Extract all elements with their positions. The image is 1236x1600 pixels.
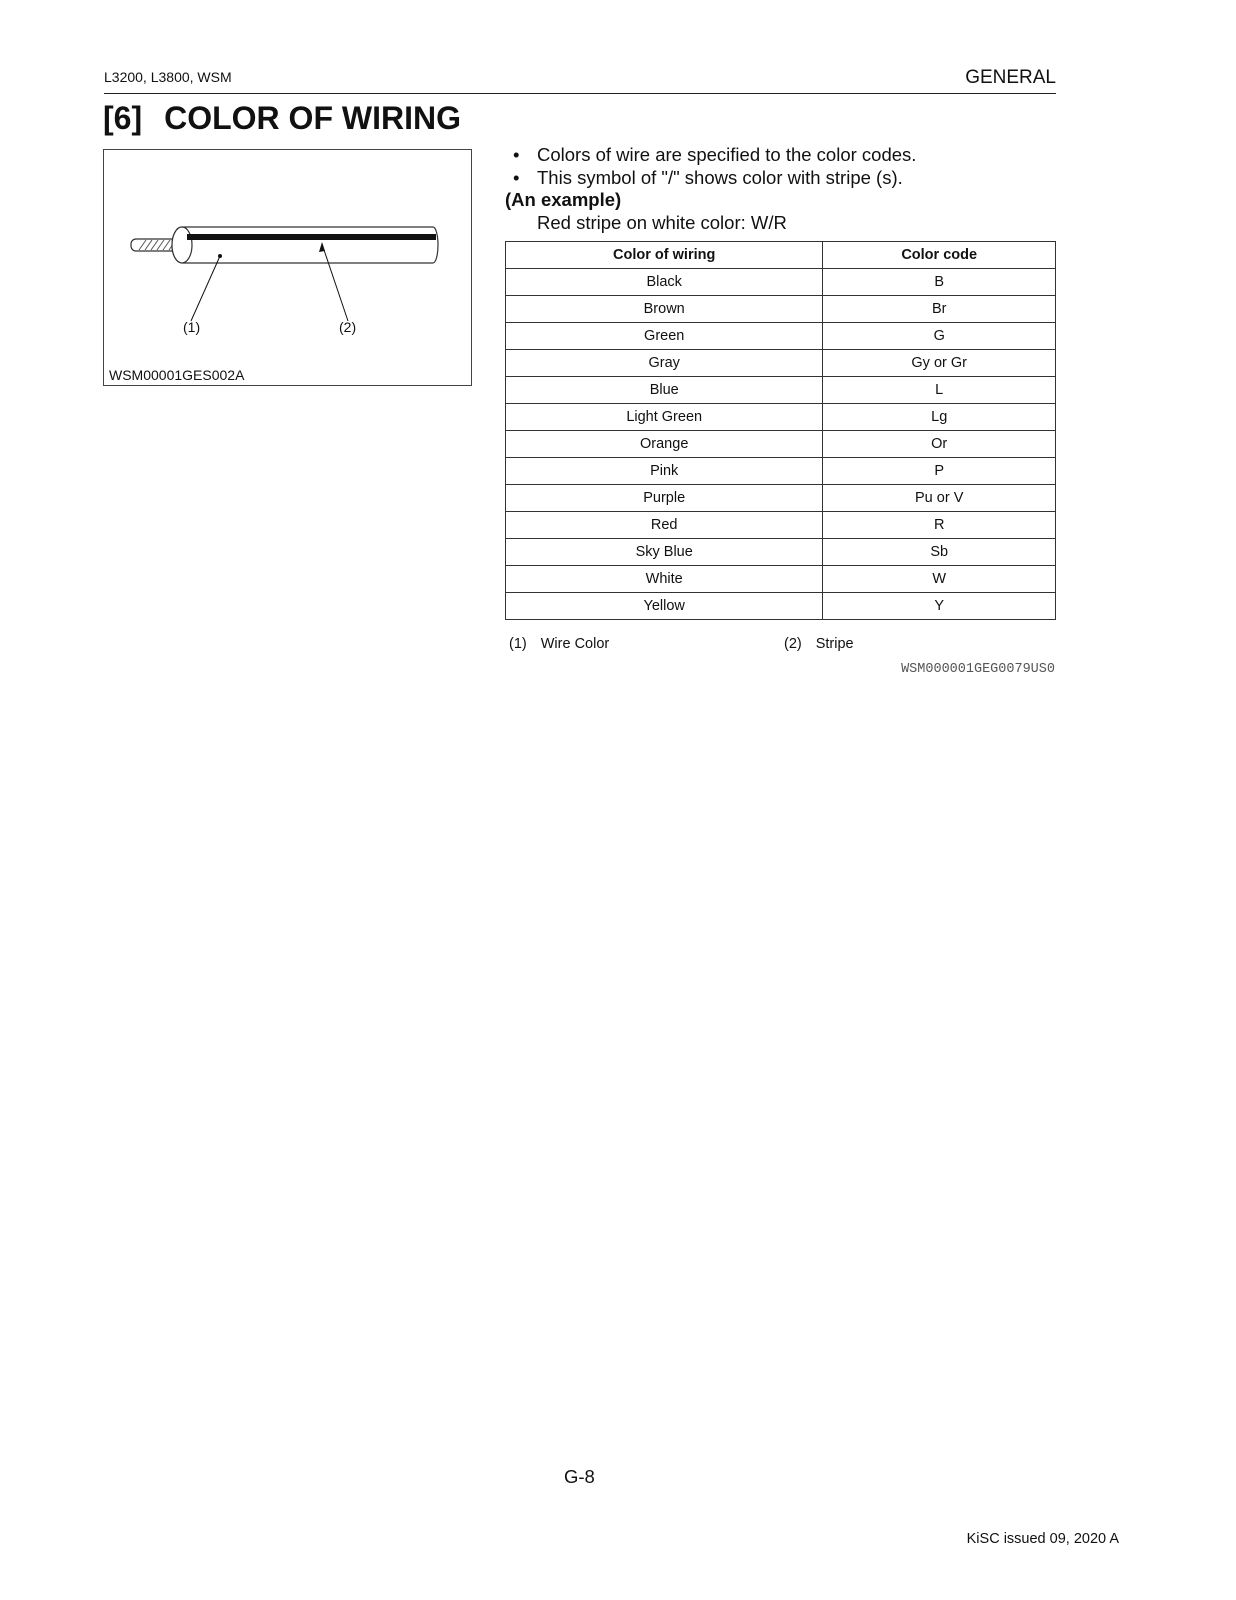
cell-color: Yellow xyxy=(506,593,823,620)
cell-color: Black xyxy=(506,269,823,296)
legend-number: (2) xyxy=(784,636,802,652)
cell-code: R xyxy=(823,512,1056,539)
table-row xyxy=(506,458,1056,485)
cell-code: P xyxy=(823,458,1056,485)
legend-text: Wire Color xyxy=(540,636,610,652)
wire-illustration xyxy=(104,150,473,387)
cell-color: Blue xyxy=(506,377,823,404)
legend-item xyxy=(509,636,609,652)
bullet-text: This symbol of "/" shows color with stripe (s). xyxy=(537,166,903,188)
bullet-text: Colors of wire are specified to the color codes. xyxy=(537,144,917,165)
description xyxy=(505,144,916,234)
table-row xyxy=(506,431,1056,458)
cell-code: Sb xyxy=(823,539,1056,566)
bullet-dot: • xyxy=(513,166,520,188)
cell-code: B xyxy=(823,269,1056,296)
cell-color: Brown xyxy=(506,296,823,323)
column-header-code: Color code xyxy=(823,242,1056,269)
table-row xyxy=(506,566,1056,593)
legend-item xyxy=(784,636,854,652)
bullet-dot: • xyxy=(513,144,520,165)
color-code-table xyxy=(505,241,1056,620)
cell-code: Br xyxy=(823,296,1056,323)
section-title-text: COLOR OF WIRING xyxy=(164,100,461,136)
table-row xyxy=(506,593,1056,620)
table-row xyxy=(506,404,1056,431)
cell-color: Sky Blue xyxy=(506,539,823,566)
table-row xyxy=(506,323,1056,350)
header-model: L3200, L3800, WSM xyxy=(104,69,232,85)
cell-color: Pink xyxy=(506,458,823,485)
figure-label-1: (1) xyxy=(183,319,201,335)
table-row xyxy=(506,539,1056,566)
cell-color: White xyxy=(506,566,823,593)
wire-figure xyxy=(103,149,472,386)
cell-code: W xyxy=(823,566,1056,593)
figure-code: WSM00001GES002A xyxy=(109,367,245,383)
table-header-row xyxy=(506,242,1056,269)
cell-color: Light Green xyxy=(506,404,823,431)
header-section: GENERAL xyxy=(965,67,1056,88)
issue-note: KiSC issued 09, 2020 A xyxy=(966,1531,1119,1547)
cell-color: Gray xyxy=(506,350,823,377)
table-row xyxy=(506,269,1056,296)
legend-number: (1) xyxy=(509,636,527,652)
table-row xyxy=(506,296,1056,323)
table-row xyxy=(506,350,1056,377)
bullet-item xyxy=(505,144,916,167)
stripe xyxy=(187,234,436,240)
cell-code: Y xyxy=(823,593,1056,620)
table-row xyxy=(506,485,1056,512)
section-title xyxy=(103,100,461,137)
column-header-color: Color of wiring xyxy=(506,242,823,269)
page-number: G-8 xyxy=(564,1466,595,1487)
cell-code: G xyxy=(823,323,1056,350)
cell-color: Red xyxy=(506,512,823,539)
cell-color: Purple xyxy=(506,485,823,512)
cell-code: Lg xyxy=(823,404,1056,431)
cell-code: Or xyxy=(823,431,1056,458)
figure-label-2: (2) xyxy=(339,319,357,335)
bullet-item xyxy=(505,167,916,190)
legend-text: Stripe xyxy=(815,636,854,652)
cell-color: Orange xyxy=(506,431,823,458)
table-row xyxy=(506,512,1056,539)
example-heading: (An example) xyxy=(505,189,622,210)
example-text: Red stripe on white color: W/R xyxy=(537,211,787,233)
cell-code: Gy or Gr xyxy=(823,350,1056,377)
cell-code: L xyxy=(823,377,1056,404)
document-code: WSM000001GEG0079US0 xyxy=(901,662,1055,677)
table-row xyxy=(506,377,1056,404)
cell-code: Pu or V xyxy=(823,485,1056,512)
header-rule xyxy=(104,93,1056,94)
section-number: [6] xyxy=(103,100,143,136)
cell-color: Green xyxy=(506,323,823,350)
insulation xyxy=(172,227,438,263)
